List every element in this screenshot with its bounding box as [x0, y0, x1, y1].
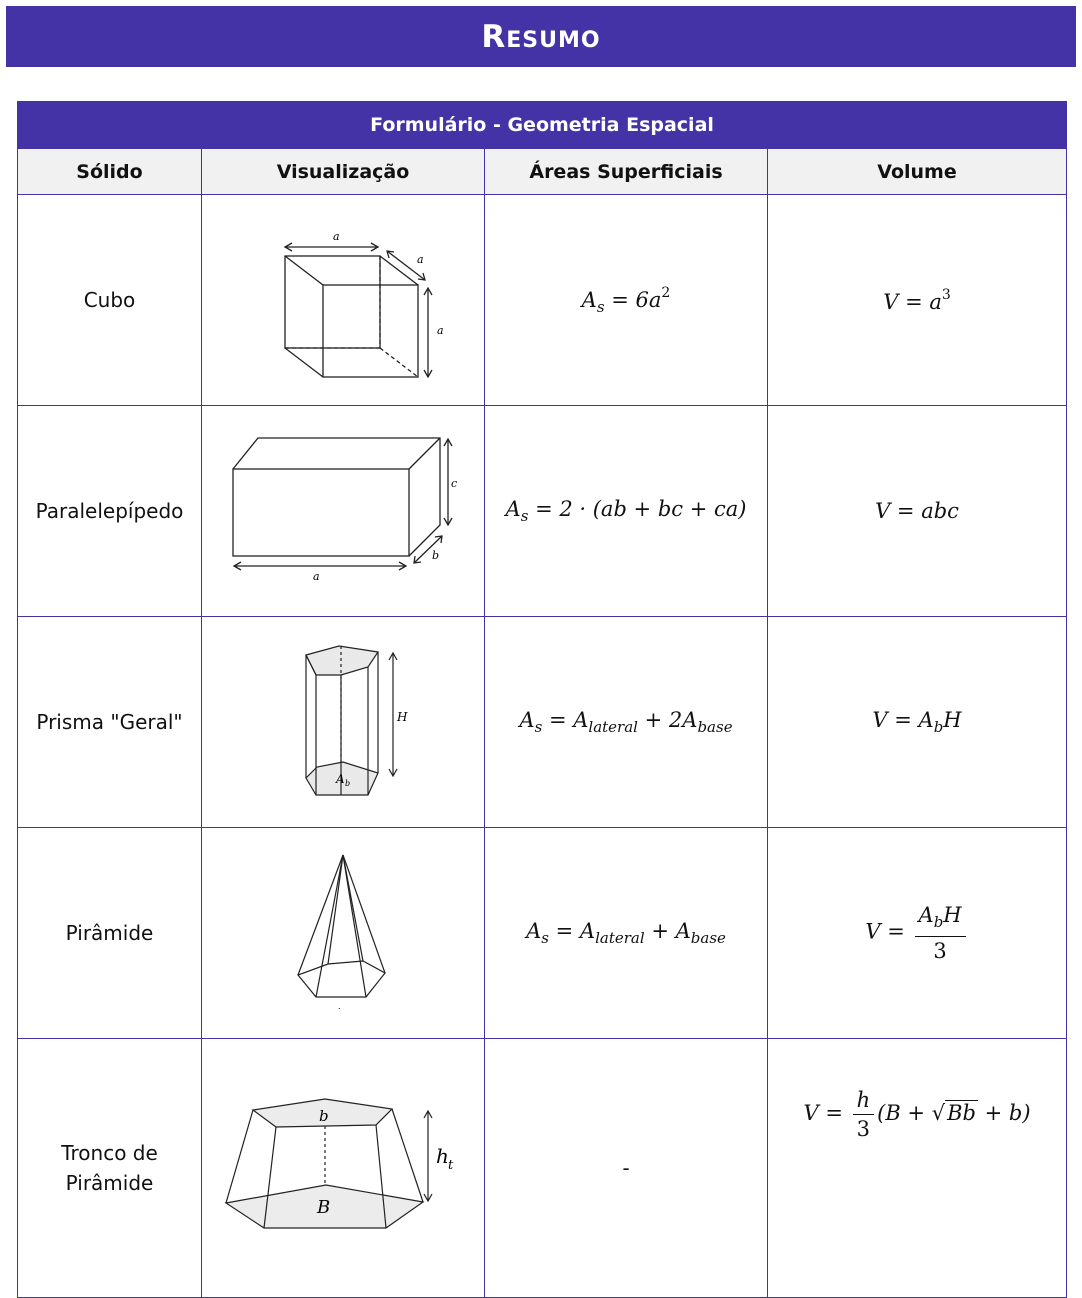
volume-expr: abc: [921, 499, 959, 523]
volume-fraction: [853, 1087, 875, 1142]
table-row-parallelepiped: [18, 406, 1067, 617]
area-term2: 2A: [668, 708, 698, 732]
numerator-rest: H: [943, 903, 962, 927]
table-row-cube: [18, 195, 1067, 406]
fraction-denominator: 3: [856, 1117, 871, 1141]
cube-label-a-depth: a: [417, 252, 424, 266]
cube-label-a-top: a: [333, 229, 340, 243]
visualization-parallelepiped: [202, 406, 485, 617]
volume-formula-prism: [768, 617, 1067, 828]
area-term2-sub: base: [690, 929, 726, 947]
prism-diagram: [283, 640, 408, 800]
solid-name-parallelepiped: Paralelepípedo: [18, 406, 202, 617]
area-formula-frustum: -: [485, 1039, 768, 1298]
cube-diagram: [243, 218, 443, 378]
solid-name-frustum: [18, 1039, 202, 1298]
table-title-row: [18, 102, 1067, 149]
volume-eq: =: [898, 289, 930, 314]
solid-name-prism: Prisma "Geral": [18, 617, 202, 828]
area-term1-sub: lateral: [595, 929, 645, 947]
area-formula-cube: [485, 195, 768, 406]
volume-formula-cube: [768, 195, 1067, 406]
table-row-frustum: [18, 1039, 1067, 1298]
volume-exp: 3: [941, 286, 951, 303]
fraction-numerator: [915, 902, 966, 937]
sqrt-radicand: Bb: [947, 1101, 976, 1125]
volume-lhs: V: [883, 289, 899, 314]
area-eq: =: [604, 287, 636, 312]
prism-label-ab: A: [336, 771, 345, 786]
summary-banner: [6, 6, 1076, 67]
volume-formula-pyramid: [768, 828, 1067, 1039]
solid-name-line1: Tronco de: [61, 1141, 158, 1165]
frustum-label-b: b: [318, 1107, 329, 1125]
pyramid-diagram: [288, 851, 398, 1011]
frustum-label-ht: h: [435, 1144, 449, 1168]
area-term1: A: [573, 708, 589, 732]
area-eq: =: [528, 497, 560, 521]
volume-lhs: V: [865, 919, 881, 944]
area-term2-sub: base: [697, 718, 733, 736]
volume-eq: =: [880, 919, 912, 944]
fraction-denominator: 3: [933, 939, 947, 963]
area-lhs: A: [505, 497, 521, 521]
parallelepiped-diagram: [218, 429, 468, 589]
solid-name-pyramid: Pirâmide: [18, 828, 202, 1039]
numerator-term: A: [918, 903, 934, 927]
area-expr: 2 · (ab + bc + ca): [559, 497, 747, 521]
header-volume: Volume: [768, 149, 1067, 195]
volume-term2: H: [943, 708, 962, 732]
banner-title: Resumo: [481, 18, 601, 55]
visualization-prism: [202, 617, 485, 828]
prism-label-ab-sub: b: [345, 778, 351, 788]
volume-eq: =: [890, 499, 922, 523]
sqrt-sign: √: [931, 1101, 946, 1125]
cube-label-a-side: a: [437, 323, 444, 337]
area-formula-pyramid: [485, 828, 768, 1039]
volume-lhs: V: [875, 499, 891, 523]
area-eq: =: [542, 708, 574, 732]
table-header-row: [18, 149, 1067, 195]
area-term2: A: [675, 919, 691, 943]
table-title: Formulário - Geometria Espacial: [18, 102, 1067, 149]
volume-formula-frustum: [768, 1039, 1067, 1298]
volume-lhs: V: [803, 1101, 819, 1125]
volume-fraction: [915, 902, 966, 964]
solid-name-cube: Cubo: [18, 195, 202, 406]
area-lhs-sub: s: [596, 297, 605, 316]
fraction-numerator: h: [853, 1087, 875, 1115]
header-solid: Sólido: [18, 149, 202, 195]
frustum-label-big-b: B: [316, 1197, 330, 1218]
volume-term1-sub: b: [933, 718, 944, 736]
volume-open: (B +: [877, 1101, 932, 1125]
solid-name-line2: Pirâmide: [65, 1171, 154, 1195]
header-visualization: Visualização: [202, 149, 485, 195]
area-term1-sub: lateral: [588, 718, 638, 736]
numerator-sub: b: [933, 913, 944, 931]
parallelepiped-label-a: a: [313, 569, 320, 583]
header-areas: Áreas Superficiais: [485, 149, 768, 195]
area-lhs-sub: s: [520, 507, 529, 525]
pyramid-label-dot: .: [338, 1001, 341, 1011]
area-lhs-sub: s: [541, 929, 549, 947]
prism-label-h: H: [397, 709, 408, 724]
visualization-cube: [202, 195, 485, 406]
volume-lhs: V: [872, 708, 888, 732]
area-lhs: A: [519, 708, 535, 732]
frustum-diagram: [221, 1098, 466, 1233]
formula-table: [17, 101, 1067, 1298]
area-lhs-sub: s: [534, 718, 543, 736]
table-row-pyramid: [18, 828, 1067, 1039]
area-plus: +: [644, 919, 676, 943]
volume-eq: =: [887, 708, 919, 732]
volume-term1: A: [918, 708, 934, 732]
area-plus: +: [637, 708, 669, 732]
area-lhs: A: [526, 919, 542, 943]
volume-eq: =: [818, 1101, 850, 1125]
area-exp: 2: [661, 284, 671, 301]
volume-formula-parallelepiped: [768, 406, 1067, 617]
area-formula-prism: [485, 617, 768, 828]
parallelepiped-label-b: b: [432, 548, 440, 562]
area-lhs: A: [581, 287, 597, 312]
visualization-frustum: [202, 1039, 485, 1298]
frustum-label-ht-sub: t: [447, 1158, 453, 1173]
volume-expr: a: [929, 289, 942, 314]
table-row-prism: [18, 617, 1067, 828]
area-formula-parallelepiped: [485, 406, 768, 617]
area-expr: 6a: [635, 287, 662, 312]
parallelepiped-label-c: c: [451, 476, 458, 490]
volume-close: + b): [977, 1101, 1031, 1125]
area-term1: A: [579, 919, 596, 943]
area-eq: =: [548, 919, 580, 943]
visualization-pyramid: [202, 828, 485, 1039]
